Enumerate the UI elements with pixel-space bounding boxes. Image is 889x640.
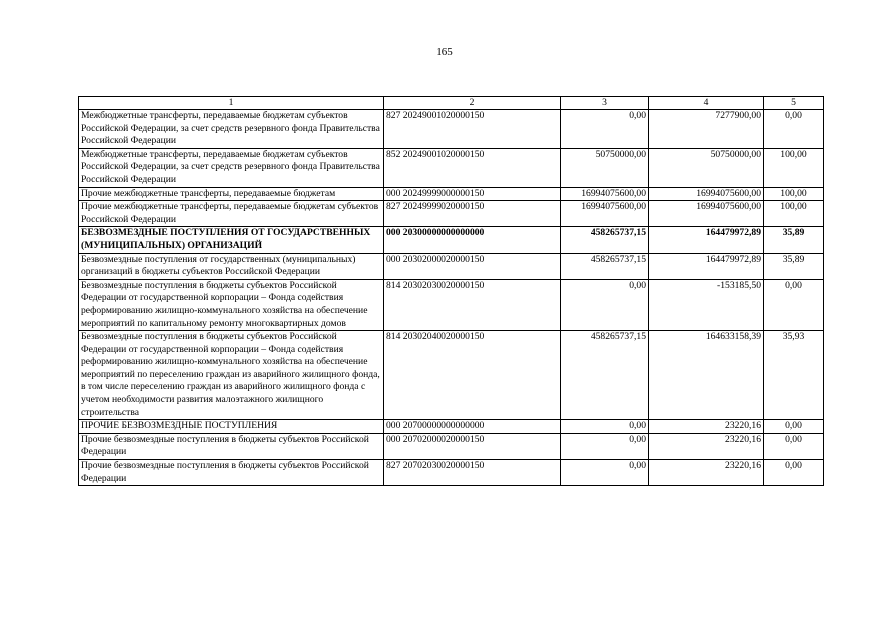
column-header-1: 1 <box>79 97 384 110</box>
row-plan-cell: 458265737,15 <box>561 331 649 420</box>
row-name-cell: Межбюджетные трансферты, передаваемые бюджетам субъектов Российской Федерации, за счет средств резервного фонда Правительства Российской Федерации <box>79 148 384 187</box>
row-name-cell: Безвозмездные поступления в бюджеты субъектов Российской Федерации от государственной корпорации – Фонда содействия реформированию жилищно-коммунального хозяйства на обеспечение мероприятий по капитальному ремонту многоквартирных домов <box>79 279 384 330</box>
row-actual-cell: 164479972,89 <box>649 227 764 253</box>
page-number: 165 <box>436 46 453 58</box>
row-name-cell: Прочие межбюджетные трансферты, передаваемые бюджетам субъектов Российской Федерации <box>79 201 384 227</box>
row-percent-cell: 0,00 <box>764 110 824 149</box>
row-code-cell: 000 20700000000000000 <box>384 420 561 434</box>
table-body <box>79 110 824 486</box>
table-row <box>79 227 824 253</box>
row-name-cell: Прочие межбюджетные трансферты, передаваемые бюджетам <box>79 187 384 201</box>
row-actual-cell: 23220,16 <box>649 420 764 434</box>
row-name-cell: ПРОЧИЕ БЕЗВОЗМЕЗДНЫЕ ПОСТУПЛЕНИЯ <box>79 420 384 434</box>
row-code-cell: 000 20702000020000150 <box>384 433 561 459</box>
table-row <box>79 460 824 486</box>
row-code-cell: 852 20249001020000150 <box>384 148 561 187</box>
row-name-cell: Прочие безвозмездные поступления в бюджеты субъектов Российской Федерации <box>79 433 384 459</box>
row-code-cell: 827 20249999020000150 <box>384 201 561 227</box>
row-actual-cell: 7277900,00 <box>649 110 764 149</box>
row-code-cell: 000 20249999000000150 <box>384 187 561 201</box>
row-code-cell: 000 20300000000000000 <box>384 227 561 253</box>
row-code-cell: 827 20702030020000150 <box>384 460 561 486</box>
row-code-cell: 814 20302030020000150 <box>384 279 561 330</box>
row-code-cell: 000 20302000020000150 <box>384 253 561 279</box>
row-percent-cell: 0,00 <box>764 279 824 330</box>
row-percent-cell: 100,00 <box>764 201 824 227</box>
row-actual-cell: 23220,16 <box>649 433 764 459</box>
row-plan-cell: 16994075600,00 <box>561 201 649 227</box>
table-row <box>79 201 824 227</box>
row-name-cell: Межбюджетные трансферты, передаваемые бюджетам субъектов Российской Федерации, за счет средств резервного фонда Правительства Российской Федерации <box>79 110 384 149</box>
row-percent-cell: 100,00 <box>764 148 824 187</box>
row-percent-cell: 0,00 <box>764 460 824 486</box>
row-code-cell: 827 20249001020000150 <box>384 110 561 149</box>
row-name-cell: Прочие безвозмездные поступления в бюджеты субъектов Российской Федерации <box>79 460 384 486</box>
table-row <box>79 279 824 330</box>
column-header-2: 2 <box>384 97 561 110</box>
row-actual-cell: 50750000,00 <box>649 148 764 187</box>
table-row <box>79 148 824 187</box>
column-header-5: 5 <box>764 97 824 110</box>
row-actual-cell: 16994075600,00 <box>649 201 764 227</box>
row-percent-cell: 35,93 <box>764 331 824 420</box>
row-name-cell: БЕЗВОЗМЕЗДНЫЕ ПОСТУПЛЕНИЯ ОТ ГОСУДАРСТВЕННЫХ (МУНИЦИПАЛЬНЫХ) ОРГАНИЗАЦИЙ <box>79 227 384 253</box>
row-name-cell: Безвозмездные поступления от государственных (муниципальных) организаций в бюджеты субъектов Российской Федерации <box>79 253 384 279</box>
row-actual-cell: 164633158,39 <box>649 331 764 420</box>
row-percent-cell: 0,00 <box>764 420 824 434</box>
column-header-4: 4 <box>649 97 764 110</box>
row-plan-cell: 0,00 <box>561 279 649 330</box>
row-actual-cell: 16994075600,00 <box>649 187 764 201</box>
row-actual-cell: 164479972,89 <box>649 253 764 279</box>
table-row <box>79 331 824 420</box>
table-row <box>79 420 824 434</box>
row-plan-cell: 0,00 <box>561 110 649 149</box>
row-plan-cell: 0,00 <box>561 433 649 459</box>
table-row <box>79 110 824 149</box>
row-plan-cell: 458265737,15 <box>561 253 649 279</box>
row-actual-cell: -153185,50 <box>649 279 764 330</box>
row-plan-cell: 458265737,15 <box>561 227 649 253</box>
row-actual-cell: 23220,16 <box>649 460 764 486</box>
row-plan-cell: 50750000,00 <box>561 148 649 187</box>
row-percent-cell: 35,89 <box>764 227 824 253</box>
budget-table <box>78 96 824 486</box>
row-code-cell: 814 20302040020000150 <box>384 331 561 420</box>
row-percent-cell: 100,00 <box>764 187 824 201</box>
row-percent-cell: 0,00 <box>764 433 824 459</box>
table-row <box>79 433 824 459</box>
row-name-cell: Безвозмездные поступления в бюджеты субъектов Российской Федерации от государственной корпорации – Фонда содействия реформированию жилищно-коммунального хозяйства на обеспечение мероприятий по переселению граждан из аварийного жилищного фонда, в том числе переселению граждан из аварийного жилищного фонда с учетом необходимости развития малоэтажного жилищного строительства <box>79 331 384 420</box>
row-plan-cell: 0,00 <box>561 420 649 434</box>
table-header-row <box>79 97 824 110</box>
row-percent-cell: 35,89 <box>764 253 824 279</box>
column-header-3: 3 <box>561 97 649 110</box>
row-plan-cell: 0,00 <box>561 460 649 486</box>
row-plan-cell: 16994075600,00 <box>561 187 649 201</box>
table-row <box>79 253 824 279</box>
table-row <box>79 187 824 201</box>
